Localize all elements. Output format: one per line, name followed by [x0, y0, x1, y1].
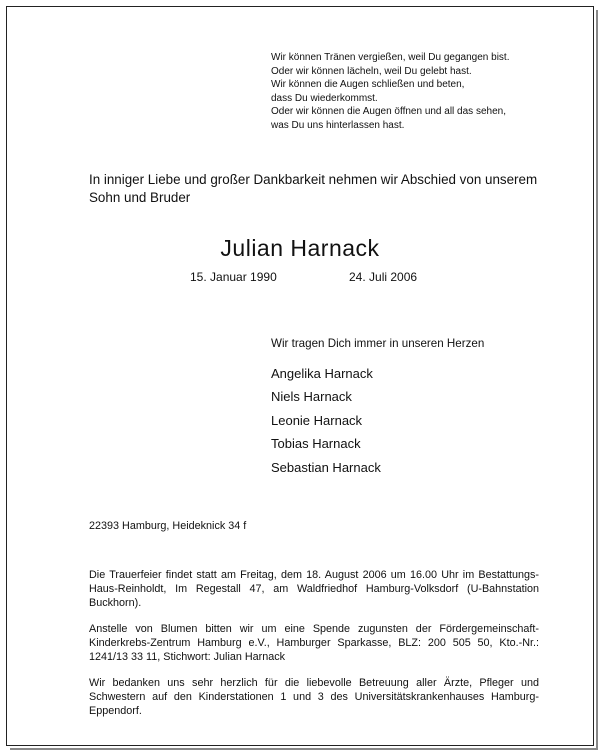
poem-line: Wir können Tränen vergießen, weil Du gegangen bist. — [271, 52, 510, 63]
thanks-paragraph: Wir bedanken uns sehr herzlich für die liebevolle Betreuung aller Ärzte, Pfleger und Schwestern auf den Kinderstationen 1 und 3 des Universitätskrankenhauses Hamburg- Eppendorf. — [89, 677, 539, 718]
poem-line: Wir können die Augen schließen und beten, — [271, 79, 465, 91]
poem-line: dass Du wiederkommst. — [271, 92, 378, 104]
poem — [271, 51, 509, 133]
poem-line: Oder wir können lächeln, weil Du gelebt hast. — [271, 65, 472, 77]
tagline: Wir tragen Dich immer in unseren Herzen — [271, 337, 485, 350]
donation-paragraph: Anstelle von Blumen bitten wir um eine Spende zugunsten der Fördergemeinschaft-Kinderkrebs-Zentrum Hamburg e.V., Hamburger Sparkasse, BLZ: 200 505 50, Kto.-Nr.: 1241/13 33 11, Stichwort: Julian Harnack — [89, 623, 539, 664]
address: 22393 Hamburg, Heideknick 34 f — [89, 520, 247, 532]
poem-line: Oder wir können die Augen öffnen und all das sehen, — [271, 106, 506, 118]
birth-date: 15. Januar 1990 — [190, 270, 277, 284]
poem-line: was Du uns hinterlassen hast. — [271, 119, 405, 131]
family-member: Tobias Harnack — [271, 436, 361, 452]
family-member: Niels Harnack — [271, 389, 352, 405]
family-list — [271, 362, 381, 479]
intro-text: In inniger Liebe und großer Dankbarkeit nehmen wir Abschied von unserem Sohn und Bruder — [89, 172, 538, 205]
family-member: Leonie Harnack — [271, 412, 363, 428]
death-date: 24. Juli 2006 — [349, 270, 418, 284]
family-member: Sebastian Harnack — [271, 459, 381, 475]
funeral-info-paragraph: Die Trauerfeier findet statt am Freitag, dem 18. August 2006 um 16.00 Uhr im Bestattungs-Haus-Reinholdt, Im Regestall 47, am Waldfriedhof Hamburg-Volksdorf (U-Bahnstation Buckhorn). — [89, 569, 539, 610]
family-member: Angelika Harnack — [271, 366, 373, 381]
deceased-name: Julian Harnack — [220, 235, 380, 261]
obituary-notice — [6, 6, 594, 746]
